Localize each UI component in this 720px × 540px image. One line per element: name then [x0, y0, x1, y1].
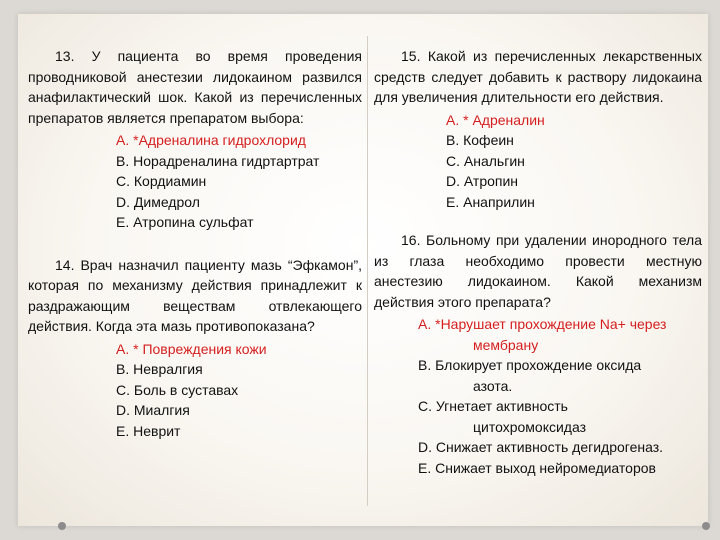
- answer-option-line: D. Снижает активность дегидрогеназ.: [418, 439, 664, 455]
- column-divider: [367, 36, 368, 506]
- answer-option: [374, 396, 702, 437]
- left-column: [28, 46, 366, 441]
- answer-option-line: Е. Снижает выход нейромедиаторов: [418, 459, 656, 476]
- question-16: [374, 230, 706, 478]
- question-15: [374, 46, 706, 212]
- answer-option-correct: А. * Адреналин: [446, 111, 545, 128]
- question-15-options: [374, 110, 702, 213]
- answer-option: Е. Анаприлин: [446, 193, 535, 210]
- answer-option: Е. Неврит: [116, 422, 181, 439]
- answer-option: [374, 355, 702, 396]
- answer-option-line: В. Блокирует прохождение оксида: [418, 357, 642, 373]
- answer-option-line: С. Угнетает активность: [418, 398, 568, 414]
- answer-option: D. Миалгия: [116, 402, 190, 418]
- answer-option: В. Норадреналина гидртартрат: [116, 152, 320, 169]
- answer-option: D. Атропин: [446, 173, 519, 189]
- answer-option: Е. Атропина сульфат: [116, 214, 254, 230]
- answer-option-continuation: азота.: [473, 377, 513, 394]
- answer-option-line: А. *Нарушает прохождение Na+ через: [418, 316, 667, 332]
- answer-option: В. Кофеин: [446, 132, 514, 148]
- answer-option-correct: А. * Повреждения кожи: [116, 340, 267, 357]
- question-14-text: 14. Врач назначил пациенту мазь “Эфкамон”, которая по механизму действия принадлежит к раздражающим веществам отвлекающего действия. Когда эта мазь противопоказана?: [28, 256, 366, 334]
- answer-option-continuation: мембрану: [473, 336, 539, 353]
- question-14: [28, 255, 366, 442]
- question-14-options: [28, 339, 362, 442]
- answer-option: С. Кордиамин: [116, 173, 207, 189]
- answer-option: D. Димедрол: [116, 193, 200, 210]
- answer-option: В. Невралгия: [116, 361, 203, 377]
- question-13: [28, 46, 366, 233]
- slide: [18, 14, 708, 526]
- bullet-dot: [58, 522, 66, 530]
- bullet-dot: [702, 522, 710, 530]
- question-16-text: 16. Больному при удалении инородного тела из глаза необходимо провести местную анестезию лидокаином. Какой механизм действия этого препарата?: [374, 232, 706, 310]
- question-13-options: [28, 130, 362, 233]
- answer-option: С. Боль в суставах: [116, 381, 239, 398]
- question-13-text: 13. У пациента во время проведения проводниковой анестезии лидокаином развился анафилактический шок. Какой из перечисленных препаратов является препаратом выбора:: [28, 48, 366, 126]
- answer-option-correct: [374, 314, 702, 355]
- answer-option-correct: А. *Адреналина гидрохлорид: [116, 132, 306, 148]
- answer-option-continuation: цитохромоксидаз: [473, 418, 587, 435]
- right-column: [374, 46, 706, 478]
- question-15-text: 15. Какой из перечисленных лекарственных средств следует добавить к раствору лидокаина для увеличения длительности его действия.: [374, 48, 706, 105]
- answer-option: С. Анальгин: [446, 152, 525, 169]
- answer-option: [374, 458, 702, 479]
- question-16-options: [374, 314, 702, 478]
- answer-option: [374, 437, 702, 458]
